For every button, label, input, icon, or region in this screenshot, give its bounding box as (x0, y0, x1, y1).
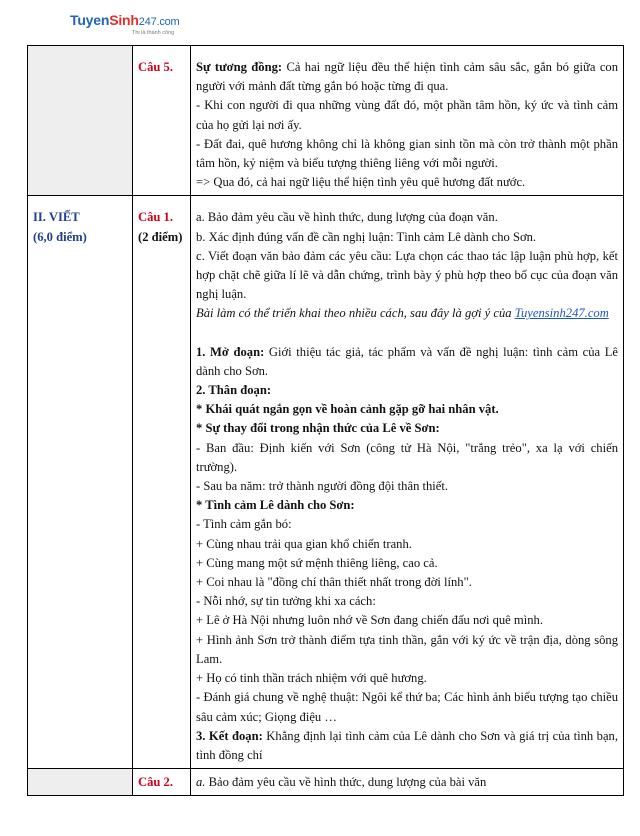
answer-paragraph: - Tình cảm gắn bó: (196, 517, 292, 532)
answer-heading: * Sự thay đổi trong nhận thức của Lê về Sơn: (196, 421, 440, 436)
answer-paragraph: - Khi con người đi qua những vùng đất đó, một phần tâm hồn, ký ức và tình cảm của họ gửi lại nơi ấy. (196, 98, 618, 132)
answer-heading: 2. Thân đoạn: (196, 383, 272, 398)
answer-paragraph: - Đánh giá chung về nghệ thuật: Ngôi kể thứ ba; Các hình ảnh biểu tượng tạo chiều sâu cảm xúc; Giọng điệu … (196, 690, 618, 724)
answer-paragraph: + Cùng nhau trải qua gian khổ chiến tranh. (196, 536, 412, 551)
answer-heading: * Khái quát ngắn gọn về hoàn cảnh gặp gỡ hai nhân vật. (196, 402, 499, 417)
answer-paragraph: - Nỗi nhớ, sự tin tưởng khi xa cách: (196, 594, 376, 609)
answer-cell (191, 196, 624, 769)
answer-cell (191, 769, 624, 796)
answer-paragraph: + Họ có tinh thần trách nhiệm với quê hương. (196, 671, 427, 686)
answer-paragraph: b. Xác định đúng vấn đề cần nghị luận: Tình cảm Lê dành cho Sơn. (196, 229, 537, 244)
tuyensinh-link[interactable]: Tuyensinh247.com (514, 306, 609, 321)
table-row-cau2 (28, 769, 624, 796)
question-label-cell (133, 46, 191, 196)
suggestion-note: Bài làm có thể triển khai theo nhiều cách, sau đây là gợi ý của Tuyensinh247.com (196, 306, 609, 321)
table-row-cau5 (28, 46, 624, 196)
section-points: (6,0 điểm) (33, 229, 87, 244)
question-points: (2 điểm) (138, 229, 183, 244)
answer-paragraph: Sự tương đồng: Cả hai ngữ liệu đều thể hiện tình cảm sâu sắc, gắn bó giữa con người với mảnh đất từng gắn bó hoặc từng đi qua. (196, 60, 618, 94)
question-label-cell (133, 196, 191, 769)
section-cell (28, 196, 133, 769)
section-cell-empty (28, 46, 133, 196)
answer-paragraph: + Hình ảnh Sơn trở thành điểm tựa tinh thần, gắn với ký ức về trận địa, dòng sông Lam. (196, 632, 618, 666)
table-row-viet-cau1 (28, 196, 624, 769)
answer-key-table (27, 45, 624, 796)
answer-paragraph: + Lê ở Hà Nội nhưng luôn nhớ về Sơn đang chiến đấu nơi quê mình. (196, 613, 543, 628)
question-label: Câu 1. (138, 210, 173, 225)
answer-paragraph: - Sau ba năm: trở thành người đồng đội thân thiết. (196, 479, 449, 494)
answer-paragraph: - Ban đầu: Định kiến với Sơn (công tử Hà Nội, "trắng trẻo", xa lạ với chiến trường). (196, 440, 618, 474)
answer-paragraph: 1. Mở đoạn: Giới thiệu tác giả, tác phẩm và vấn đề nghị luận: tình cảm của Lê dành cho Sơn. (196, 344, 618, 378)
answer-paragraph: a. Bảo đảm yêu cầu về hình thức, dung lượng của đoạn văn. (196, 210, 498, 225)
answer-paragraph: c. Viết đoạn văn bảo đảm các yêu cầu: Lựa chọn các thao tác lập luận phù hợp, kết hợp chặt chẽ giữa lí lẽ và dẫn chứng, trình bày ý phù hợp theo bố cục của đoạn văn nghị luận. (196, 248, 618, 302)
question-label: Câu 5. (138, 60, 173, 74)
section-cell-empty (28, 769, 133, 796)
answer-paragraph: 3. Kết đoạn: Khẳng định lại tình cảm của Lê dành cho Sơn và giá trị của tình bạn, tình đồng chí (196, 728, 618, 762)
logo-wordmark: TuyenSinh247.com (70, 12, 180, 28)
answer-paragraph: a. Bảo đảm yêu cầu về hình thức, dung lượng của bài văn (196, 775, 487, 790)
section-title: II. VIẾT (33, 210, 80, 225)
answer-paragraph: - Đất đai, quê hương không chỉ là không gian sinh tồn mà còn trở thành một phần tâm hồn, kỷ niệm và biểu tượng thiêng liêng với mỗi người. (196, 136, 618, 171)
question-label-cell (133, 769, 191, 796)
logo-tagline: Thi là thành công (132, 30, 175, 36)
answer-cell (191, 46, 624, 196)
answer-paragraph: => Qua đó, cả hai ngữ liệu thể hiện tình yêu quê hương đất nước. (196, 175, 526, 190)
site-logo[interactable] (70, 12, 180, 38)
answer-paragraph: + Coi nhau là "đồng chí thân thiết nhất trong đời lính". (196, 575, 472, 590)
answer-paragraph: + Cùng mang một sứ mệnh thiêng liêng, cao cả. (196, 555, 438, 570)
question-label: Câu 2. (138, 775, 173, 790)
answer-heading: * Tình cảm Lê dành cho Sơn: (196, 498, 355, 513)
